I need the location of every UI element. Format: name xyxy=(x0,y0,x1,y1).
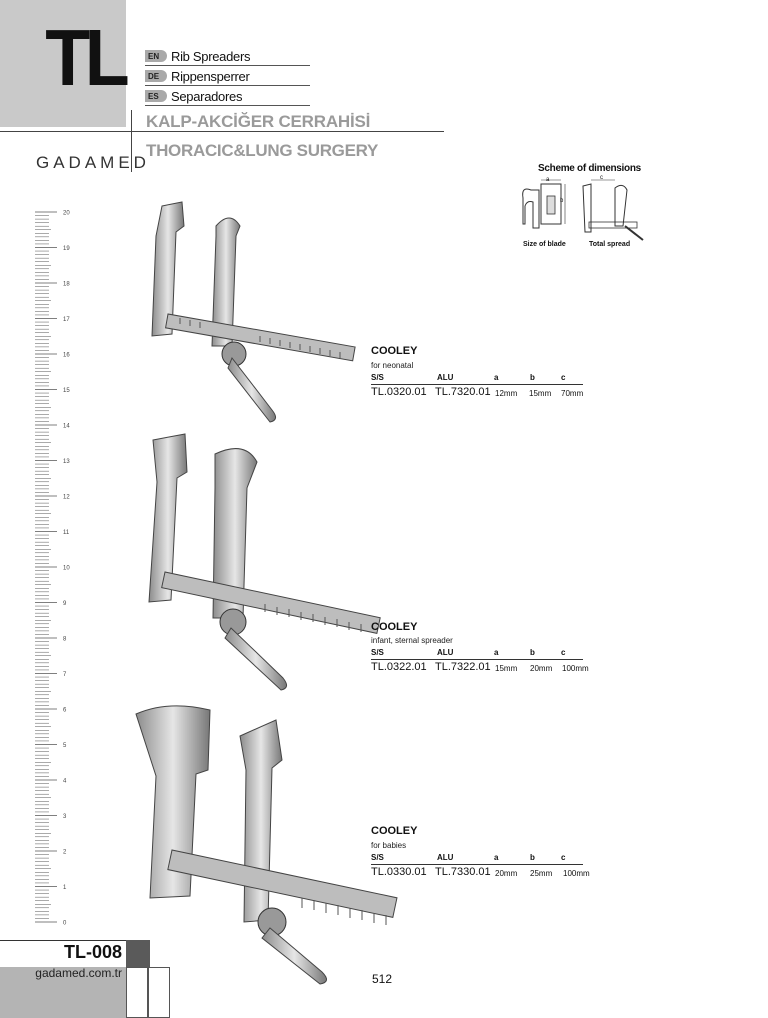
table-rule xyxy=(371,659,583,660)
table-rule xyxy=(371,864,583,865)
dim-a-label: a xyxy=(546,177,550,183)
code-alu: TL.7330.01 xyxy=(435,866,491,878)
ruler-label: 5 xyxy=(63,743,67,749)
lang-badge: ES xyxy=(145,90,167,102)
code-alu: TL.7320.01 xyxy=(435,386,491,398)
dim-b: 25mm xyxy=(530,869,553,878)
ruler-label: 12 xyxy=(63,494,70,501)
ruler-label: 14 xyxy=(63,423,70,430)
col-ss: S/S xyxy=(371,373,384,382)
col-a: a xyxy=(494,853,499,862)
section-title-en: THORACIC&LUNG SURGERY xyxy=(146,141,379,160)
col-a: a xyxy=(494,648,499,657)
product-name: COOLEY xyxy=(371,345,418,357)
ruler-label: 11 xyxy=(63,530,70,536)
footer-website: gadamed.com.tr xyxy=(35,966,122,980)
ruler-label: 1 xyxy=(63,885,67,891)
ruler-label: 4 xyxy=(63,778,67,785)
col-b: b xyxy=(530,373,535,382)
blade-sketch xyxy=(523,189,539,228)
lang-badge: DE xyxy=(145,70,167,82)
ruler-label: 15 xyxy=(63,388,70,394)
ruler-label: 20 xyxy=(63,210,70,217)
scheme-title: Scheme of dimensions xyxy=(538,163,641,174)
scheme-diagram xyxy=(515,176,650,242)
footer-code: TL-008 xyxy=(63,942,122,962)
ruler-label: 2 xyxy=(63,849,67,856)
col-alu: ALU xyxy=(437,373,454,382)
ruler-label: 19 xyxy=(63,246,70,252)
ruler-label: 3 xyxy=(63,814,67,820)
col-alu: ALU xyxy=(437,853,454,862)
ruler-label: 6 xyxy=(63,707,67,714)
page-number: 512 xyxy=(372,972,393,986)
dim-a: 20mm xyxy=(495,869,518,878)
footer-box xyxy=(126,967,148,1018)
scheme-blade-label: Size of blade xyxy=(523,241,566,248)
col-ss: S/S xyxy=(371,648,384,657)
footer-dark-block xyxy=(126,940,150,967)
col-c: c xyxy=(561,648,566,657)
product-name: COOLEY xyxy=(371,825,418,837)
ruler-label: 17 xyxy=(63,317,70,323)
product-desc: infant, sternal spreader xyxy=(371,636,453,645)
ruler-label: 8 xyxy=(63,636,67,643)
brand-logo: GADAMED xyxy=(36,153,150,172)
ruler-label: 10 xyxy=(63,565,70,572)
dim-c: 100mm xyxy=(563,869,590,878)
ruler xyxy=(35,208,75,928)
lang-badge: EN xyxy=(145,50,167,62)
lang-row-es xyxy=(145,87,310,106)
table-rule xyxy=(371,384,583,385)
col-ss: S/S xyxy=(371,853,384,862)
code-ss: TL.0322.01 xyxy=(371,661,427,673)
dim-b: 20mm xyxy=(530,664,553,673)
lang-row-en xyxy=(145,47,310,66)
spreader-arm-left xyxy=(583,184,591,232)
lang-text: Rippensperrer xyxy=(171,68,250,84)
col-b: b xyxy=(530,648,535,657)
code-ss: TL.0320.01 xyxy=(371,386,427,398)
dim-c-label: c xyxy=(600,175,603,181)
product-image-infant xyxy=(145,432,385,692)
dim-a: 15mm xyxy=(495,664,518,673)
spreader-rack xyxy=(589,222,637,228)
product-name: COOLEY xyxy=(371,621,418,633)
ruler-label: 0 xyxy=(63,920,67,927)
ruler-label: 13 xyxy=(63,459,70,465)
col-c: c xyxy=(561,853,566,862)
dim-a: 12mm xyxy=(495,389,518,398)
product-image-neonatal xyxy=(140,196,360,426)
code-alu: TL.7322.01 xyxy=(435,661,491,673)
ruler-label: 16 xyxy=(63,352,70,359)
col-b: b xyxy=(530,853,535,862)
product-desc: for neonatal xyxy=(371,361,414,370)
product-desc: for babies xyxy=(371,841,407,850)
dim-c: 70mm xyxy=(561,389,584,398)
dim-b: 15mm xyxy=(529,389,552,398)
section-title-tr: KALP-AKCİĞER CERRAHİSİ xyxy=(146,112,371,131)
spreader-arm-right xyxy=(615,185,627,226)
lang-text: Rib Spreaders xyxy=(171,48,251,64)
blade-window xyxy=(547,196,555,214)
ruler-label: 9 xyxy=(63,601,67,607)
product-image-babies xyxy=(132,700,402,990)
col-c: c xyxy=(561,373,566,382)
col-alu: ALU xyxy=(437,648,454,657)
col-a: a xyxy=(494,373,499,382)
dim-c: 100mm xyxy=(562,664,589,673)
ruler-label: 7 xyxy=(63,672,67,678)
code-ss: TL.0330.01 xyxy=(371,866,427,878)
lang-row-de xyxy=(145,67,310,86)
footer-box xyxy=(148,967,170,1018)
ruler-label: 18 xyxy=(63,281,70,288)
lang-text: Separadores xyxy=(171,88,243,104)
dim-b-label: b xyxy=(560,198,564,204)
category-code: TL xyxy=(45,13,125,102)
scheme-spread-label: Total spread xyxy=(589,241,631,248)
